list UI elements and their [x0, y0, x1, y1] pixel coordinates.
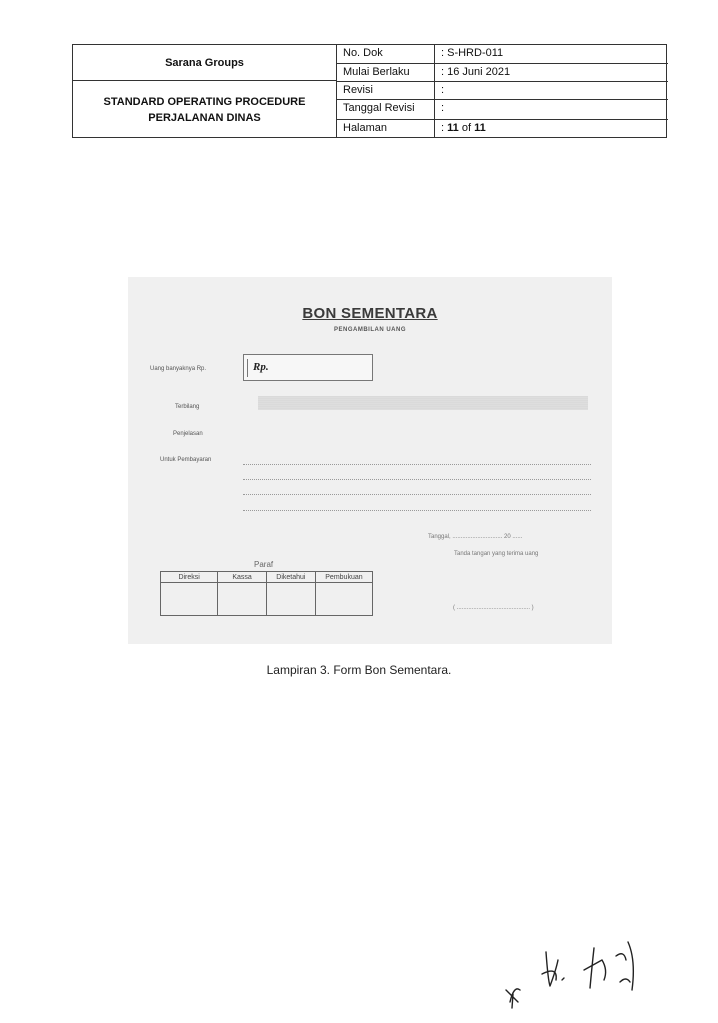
terbilang-field	[258, 396, 588, 410]
revision-date-label: Tanggal Revisi	[343, 102, 415, 114]
payment-line-2	[243, 479, 591, 480]
revision-label: Revisi	[343, 84, 373, 96]
page-total: 11	[474, 122, 486, 134]
effective-date-row	[337, 64, 668, 82]
effective-date-label: Mulai Berlaku	[343, 66, 410, 78]
amount-label: Uang banyaknya Rp.	[150, 366, 207, 372]
header-left-column	[73, 45, 337, 137]
bon-sementara-form-image	[128, 277, 612, 644]
untuk-pembayaran-label: Untuk Pembayaran	[160, 457, 212, 463]
paraf-col-kassa: Kassa	[218, 572, 267, 583]
form-subtitle: PENGAMBILAN UANG	[334, 327, 406, 333]
doc-number-row	[337, 45, 668, 64]
page-value: : 11 of 11	[441, 122, 486, 134]
page-label: Halaman	[343, 122, 388, 134]
revision-date-value: :	[441, 102, 445, 114]
payment-line-3	[243, 494, 591, 495]
company-name: Sarana Groups	[73, 45, 336, 81]
paraf-col-pembukuan: Pembukuan	[315, 572, 372, 583]
date-field: Tanggal, .............................. 20 ......	[428, 534, 523, 540]
penjelasan-label: Penjelasan	[173, 431, 203, 437]
figure-caption: Lampiran 3. Form Bon Sementara.	[266, 663, 452, 677]
signature-blank: ( ............................................ )	[453, 605, 534, 611]
payment-line-1	[243, 464, 591, 465]
terbilang-label: Terbilang	[175, 404, 200, 410]
receiver-signature-label: Tanda tangan yang terima uang	[454, 551, 539, 557]
amount-box	[243, 354, 373, 381]
paraf-col-diketahui: Diketahui	[266, 572, 315, 583]
page-current: 11	[447, 122, 459, 134]
paraf-col-direksi: Direksi	[161, 572, 218, 583]
sop-title-line1: STANDARD OPERATING PROCEDURE	[103, 95, 306, 108]
form-title: BON SEMENTARA	[302, 305, 438, 322]
revision-date-row	[337, 100, 668, 120]
rp-label: Rp.	[253, 361, 269, 373]
revision-value: :	[441, 84, 445, 96]
sop-title-line2: PERJALANAN DINAS	[148, 111, 261, 124]
revision-row	[337, 82, 668, 100]
paraf-table	[160, 571, 373, 616]
handwritten-signature	[498, 930, 658, 1010]
doc-number-value: : S-HRD-011	[441, 47, 504, 59]
paraf-title: Paraf	[254, 560, 274, 569]
payment-line-4	[243, 510, 591, 511]
sop-title	[73, 81, 336, 138]
effective-date-value: : 16 Juni 2021	[441, 66, 511, 78]
doc-number-label: No. Dok	[343, 47, 383, 59]
page-row	[337, 120, 668, 138]
document-header-table	[72, 44, 667, 138]
